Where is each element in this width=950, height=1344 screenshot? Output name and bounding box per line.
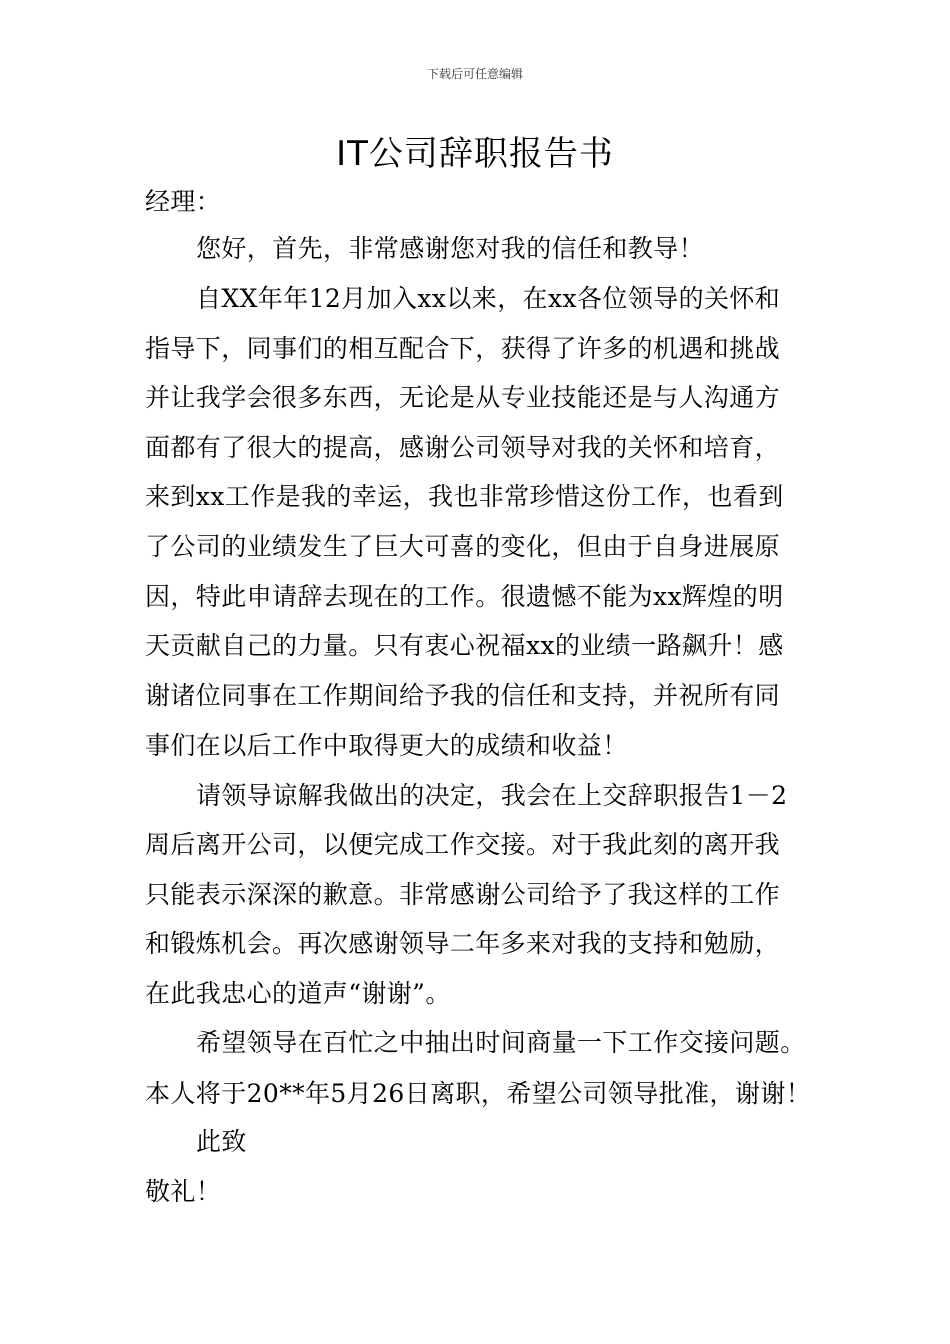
- salutation: 经理：: [145, 187, 222, 216]
- text-line: 面都有了很大的提高，感谢公司领导对我的关怀和培育，: [145, 433, 781, 462]
- closing-salute: 敬礼！: [145, 1177, 222, 1206]
- text-line: 只能表示深深的歉意。非常感谢公司给予了我这样的工作: [145, 880, 781, 909]
- text-line: 谢诸位同事在工作期间给予我的信任和支持，并祝所有同: [145, 681, 781, 710]
- text-line: 指导下，同事们的相互配合下，获得了许多的机遇和挑战: [145, 334, 781, 363]
- text-line: 来到xx工作是我的幸运，我也非常珍惜这份工作，也看到: [145, 482, 784, 511]
- text-line: 了公司的业绩发生了巨大可喜的变化，但由于自身进展原: [145, 532, 781, 561]
- text-line: 周后离开公司，以便完成工作交接。对于我此刻的离开我: [145, 830, 781, 859]
- text-line: 希望领导在百忙之中抽出时间商量一下工作交接问题。: [196, 1028, 806, 1057]
- text-line: 和锻炼机会。再次感谢领导二年多来对我的支持和勉励，: [145, 929, 781, 958]
- header-note: 下载后可任意编辑: [426, 67, 523, 81]
- text-line: 您好，首先，非常感谢您对我的信任和教导！: [196, 234, 705, 263]
- closing-phrase: 此致: [196, 1127, 247, 1156]
- text-line: 天贡献自己的力量。只有衷心祝福xx的业绩一路飙升！感: [145, 631, 784, 660]
- text-line: 因，特此申请辞去现在的工作。很遗憾不能为xx辉煌的明: [145, 582, 784, 611]
- text-line: 并让我学会很多东西，无论是从专业技能还是与人沟通方: [145, 383, 781, 412]
- document-title: IT公司辞职报告书: [336, 134, 614, 174]
- text-line: 自XX年年12月加入xx以来，在xx各位领导的关怀和: [196, 284, 781, 313]
- text-line: 请领导谅解我做出的决定，我会在上交辞职报告1－2: [196, 781, 788, 810]
- text-line: 事们在以后工作中取得更大的成绩和收益！: [145, 731, 628, 760]
- text-line: 在此我忠心的道声“谢谢”。: [145, 979, 451, 1008]
- text-line: 本人将于20**年5月26日离职，希望公司领导批准，谢谢！: [145, 1079, 812, 1108]
